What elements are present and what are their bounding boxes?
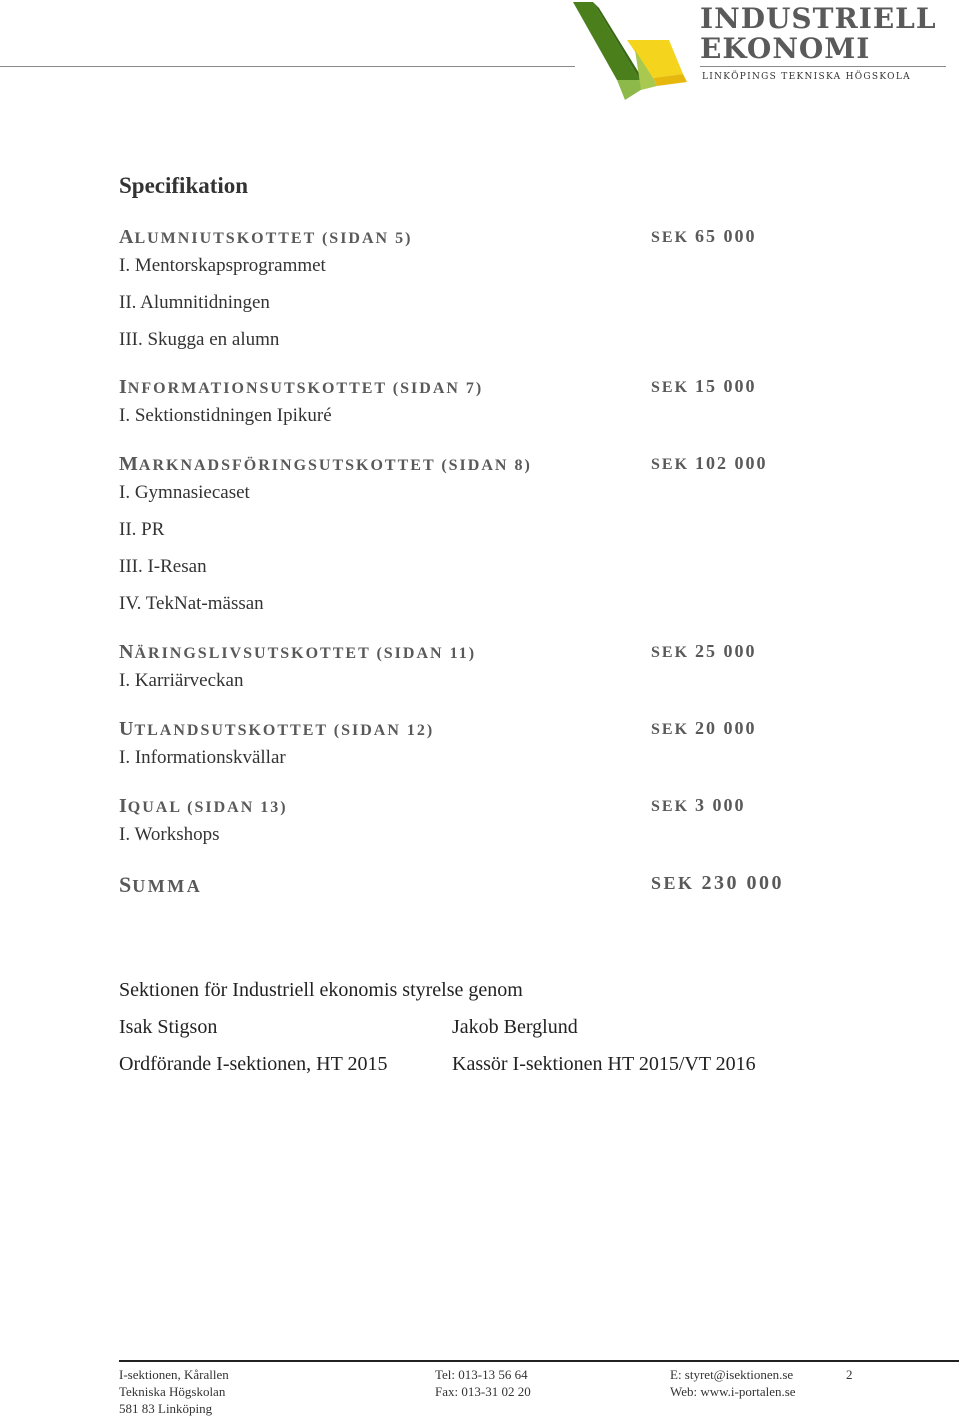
header-rule-right [700, 66, 946, 67]
list-item: I. Gymnasiecaset [119, 482, 250, 503]
list-item: I. Karriärveckan [119, 670, 244, 691]
section-amount-marketing: SEK 102 000 [651, 453, 768, 473]
footer-web: Web: www.i-portalen.se [670, 1384, 796, 1399]
footer-contact [670, 1366, 796, 1400]
footer-address-line: I-sektionen, Kårallen [119, 1367, 229, 1382]
list-item: II. PR [119, 519, 165, 540]
footer-address-line: Tekniska Högskolan [119, 1384, 226, 1399]
list-item: III. I-Resan [119, 556, 207, 577]
footer-phone [435, 1366, 531, 1400]
section-heading-business: NÄRINGSLIVSUTSKOTTET (SIDAN 11) [119, 641, 477, 663]
list-item: IV. TekNat-mässan [119, 593, 264, 614]
footer-fax: Fax: 013-31 02 20 [435, 1384, 531, 1399]
section-heading-information: INFORMATIONSUTSKOTTET (SIDAN 7) [119, 376, 484, 398]
footer-tel: Tel: 013-13 56 64 [435, 1367, 528, 1382]
footer-rule [119, 1360, 959, 1362]
list-item: I. Mentorskapsprogrammet [119, 255, 326, 276]
logo-blocks-icon [565, 0, 700, 105]
footer-address [119, 1366, 229, 1417]
signature-name-2: Jakob Berglund [452, 1016, 578, 1038]
section-amount-business: SEK 25 000 [651, 641, 757, 661]
section-amount-information: SEK 15 000 [651, 376, 757, 396]
signature-role-2: Kassör I-sektionen HT 2015/VT 2016 [452, 1053, 756, 1075]
list-item: III. Skugga en alumn [119, 329, 280, 350]
summa-amount: SEK 230 000 [651, 872, 785, 894]
footer-email: E: styret@isektionen.se [670, 1367, 794, 1382]
section-amount-abroad: SEK 20 000 [651, 718, 757, 738]
summa-label: SUMMA [119, 872, 203, 897]
section-amount-iqual: SEK 3 000 [651, 795, 746, 815]
logo-text-line1: INDUSTRIELL [700, 2, 937, 35]
section-heading-iqual: IQUAL (SIDAN 13) [119, 795, 288, 817]
section-amount-alumni: SEK 65 000 [651, 226, 757, 246]
section-heading-abroad: UTLANDSUTSKOTTET (SIDAN 12) [119, 718, 435, 740]
signature-name-1: Isak Stigson [119, 1016, 218, 1038]
list-item: I. Sektionstidningen Ipikuré [119, 405, 332, 426]
list-item: II. Alumnitidningen [119, 292, 270, 313]
header-rule-left [0, 66, 575, 67]
page-number: 2 [846, 1367, 853, 1382]
page-title: Specifikation [119, 173, 249, 198]
signature-intro: Sektionen för Industriell ekonomis styrelse genom [119, 979, 523, 1001]
signature-role-1: Ordförande I-sektionen, HT 2015 [119, 1053, 388, 1075]
logo-text-line2: EKONOMI [700, 32, 871, 65]
list-item: I. Informationskvällar [119, 747, 286, 768]
list-item: I. Workshops [119, 824, 220, 845]
logo-subtitle: LINKÖPINGS TEKNISKA HÖGSKOLA [702, 72, 911, 82]
section-heading-alumni: ALUMNIUTSKOTTET (SIDAN 5) [119, 226, 413, 248]
footer-address-line: 581 83 Linköping [119, 1401, 213, 1416]
section-heading-marketing: MARKNADSFÖRINGSUTSKOTTET (SIDAN 8) [119, 453, 532, 475]
